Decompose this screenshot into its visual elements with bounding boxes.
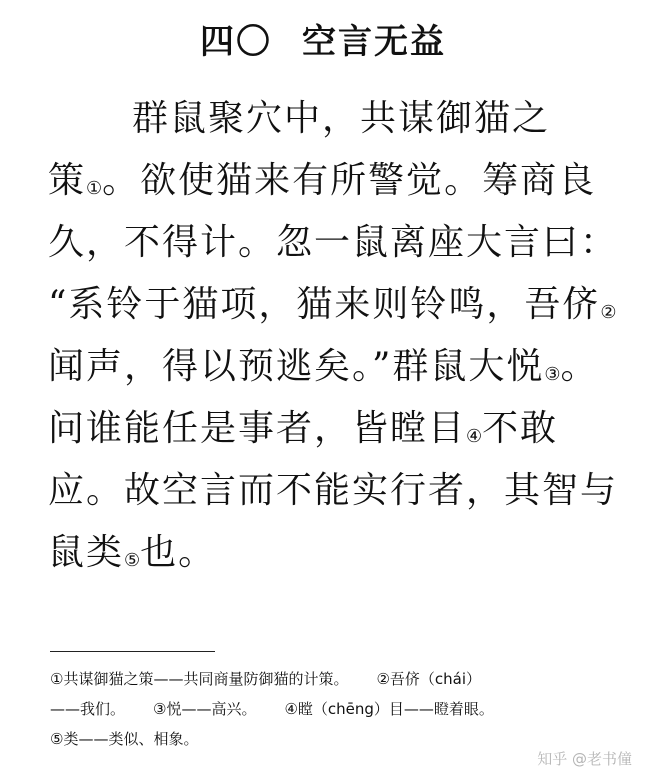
passage-line: 鼠类⑤也。 [48, 532, 217, 573]
footnote-mark: ① [86, 178, 103, 199]
section-title [0, 14, 646, 63]
footnote-row [50, 664, 640, 694]
footnote-mark: ④ [466, 426, 483, 447]
footnotes [50, 664, 640, 754]
footnote-row [50, 694, 640, 724]
passage-line: 问谁能任是事者，皆瞠目④不敢 [48, 408, 559, 449]
section-number: 四〇 [200, 22, 272, 62]
footnote-4: ④瞠（chēng）目——瞪着眼。 [284, 700, 494, 718]
footnote-1: ①共谋御猫之策——共同商量防御猫的计策。 [50, 670, 349, 688]
passage-line: 久，不得计。忽一鼠离座大言曰： [48, 222, 619, 263]
passage-line: 策①。欲使猫来有所警觉。筹商良 [48, 160, 597, 201]
passage-line: “系铃于猫项，猫来则铃鸣，吾侪② [48, 284, 617, 325]
footnote-mark: ② [600, 302, 617, 323]
footnote-mark: ⑤ [124, 550, 141, 571]
footnote-divider [50, 651, 215, 652]
watermark: 知乎 @老书僮 [537, 750, 632, 768]
passage-line: 群鼠聚穴中，共谋御猫之 [132, 98, 551, 139]
footnote-mark: ③ [544, 364, 561, 385]
footnote-5: ⑤类——类似、相象。 [50, 730, 199, 748]
passage-line: 应。故空言而不能实行者，其智与 [48, 470, 619, 511]
footnote-3: ③悦——高兴。 [153, 700, 257, 718]
footnote-2-cont: ——我们。 [50, 700, 126, 718]
footnote-2: ②吾侪（chái） [376, 670, 482, 688]
passage-line: 闻声，得以预逃矣。”群鼠大悦③。 [48, 346, 599, 387]
passage [48, 88, 626, 584]
section-heading: 空言无益 [302, 22, 446, 62]
